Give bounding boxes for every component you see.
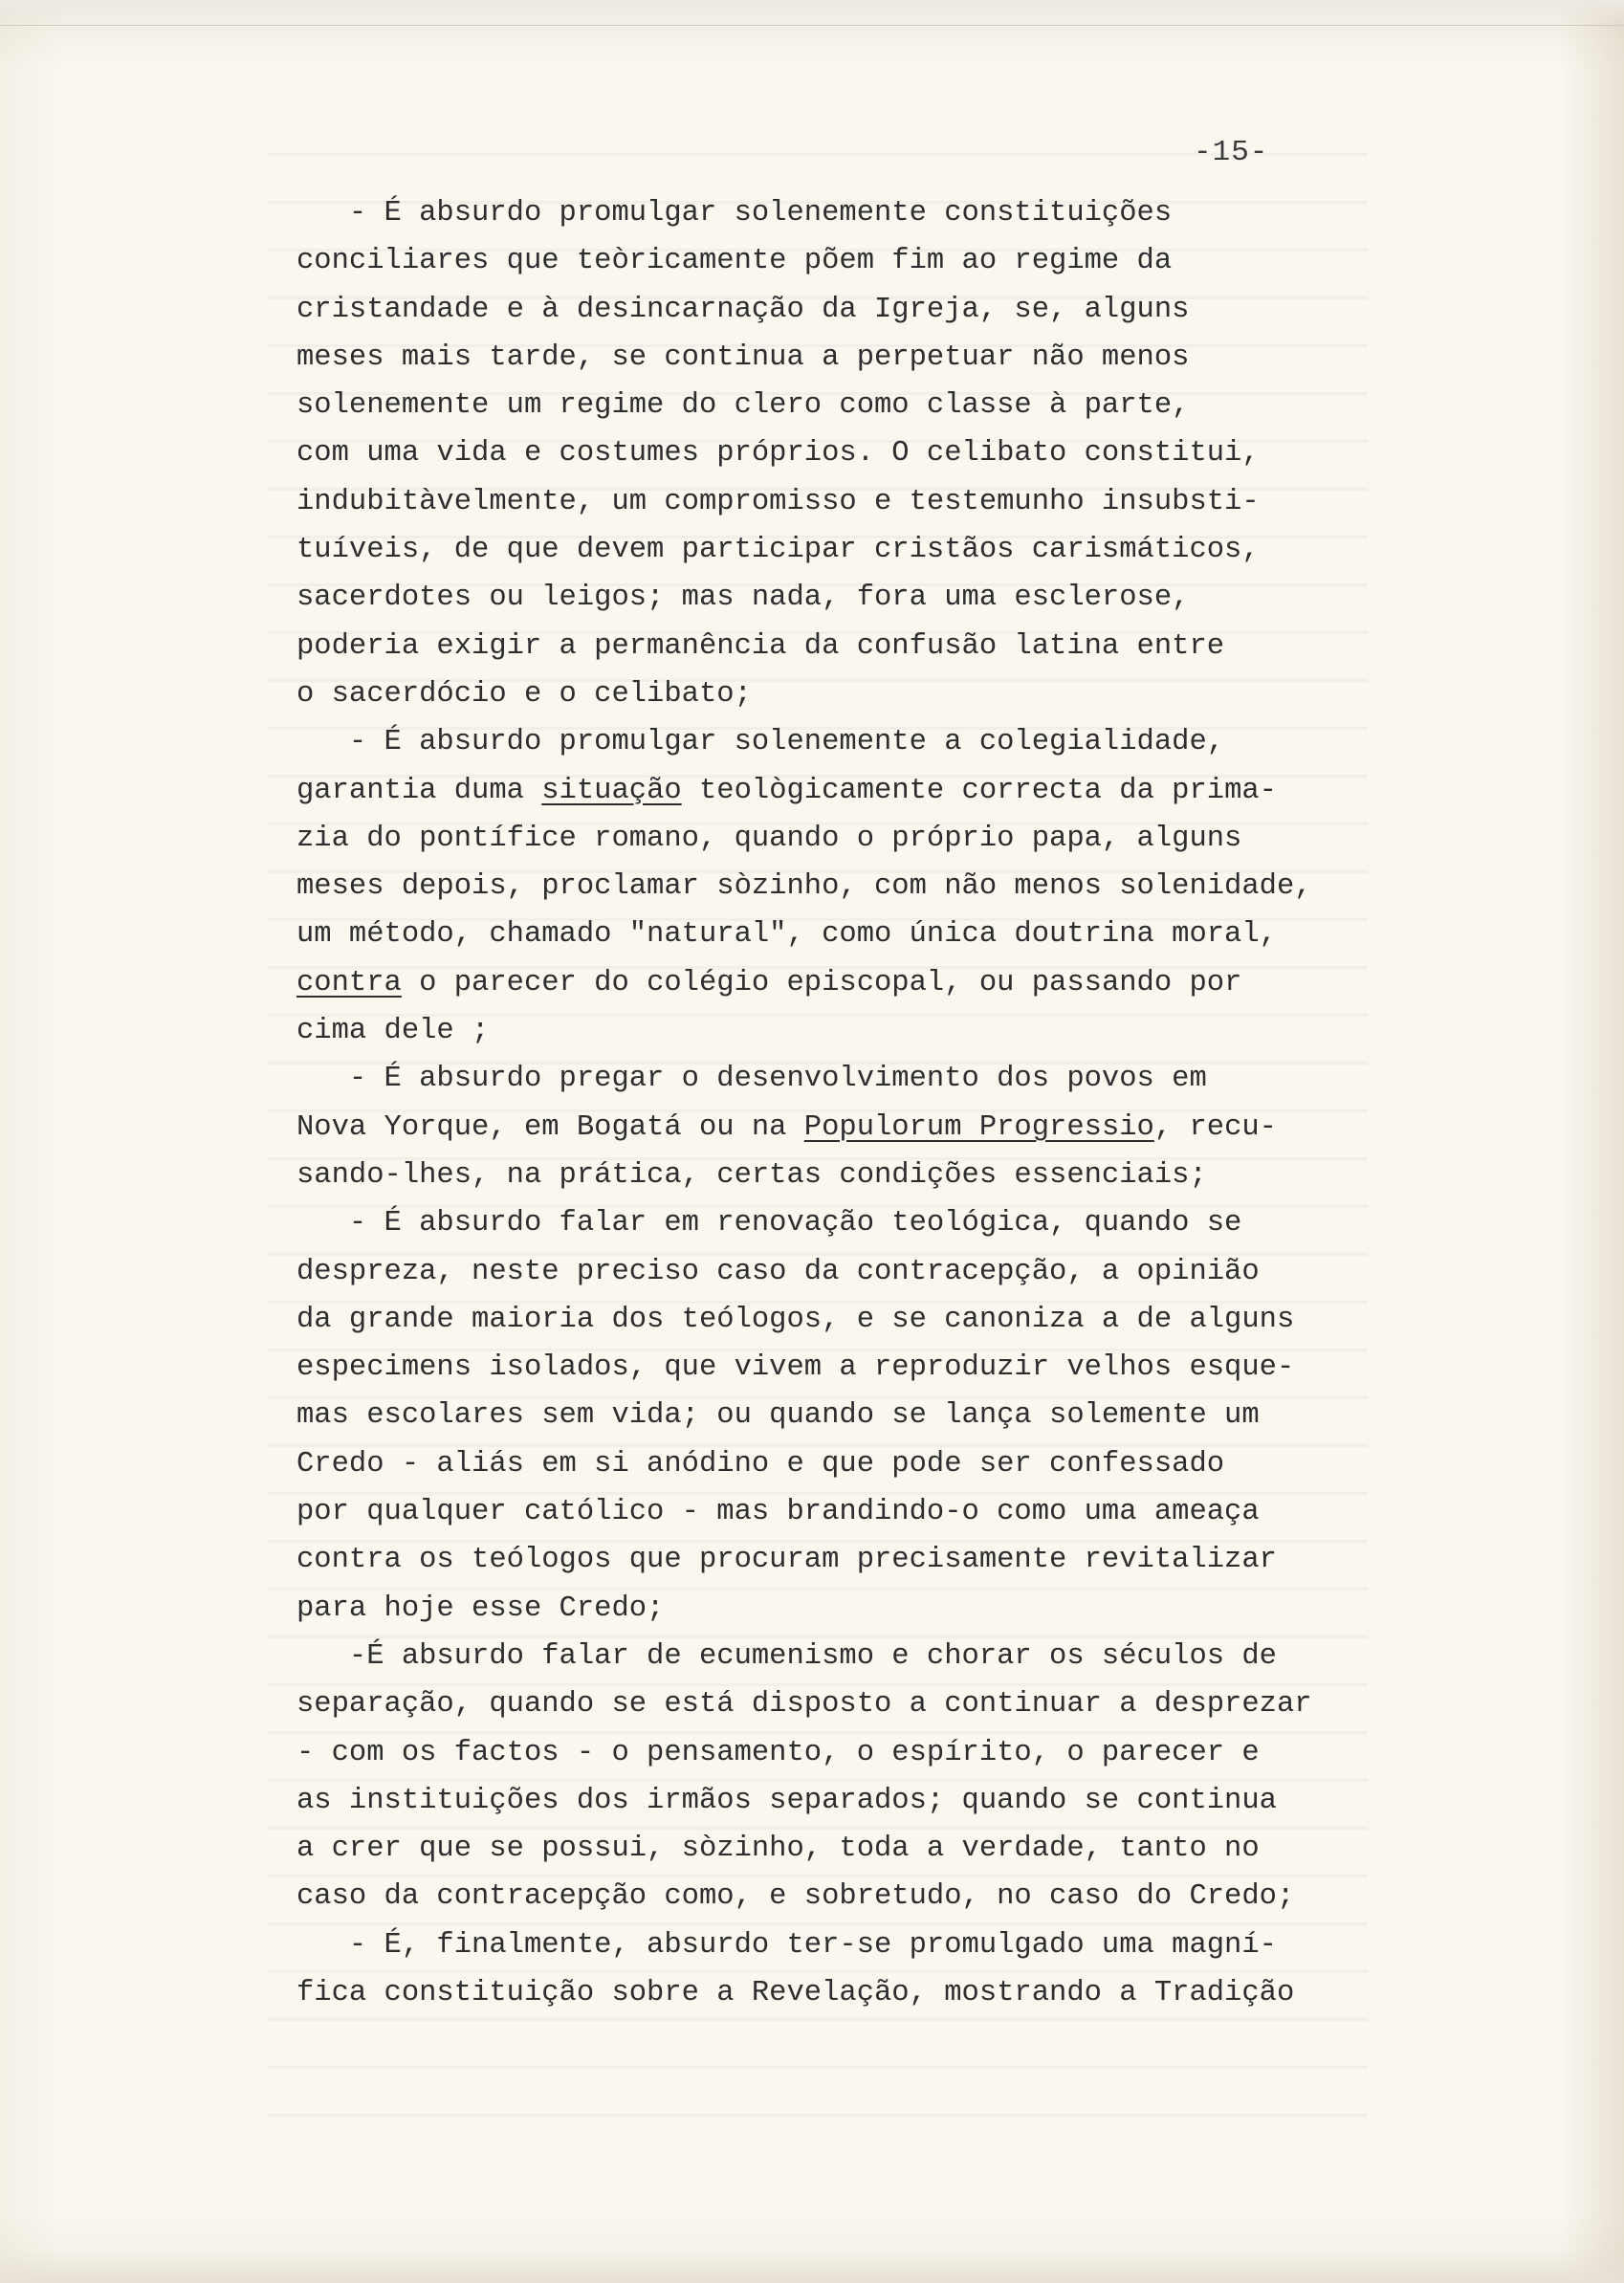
text-segment: separação, quando se está disposto a continuar a desprezar [296,1688,1312,1722]
text-segment: caso da contracepção como, e sobretudo, no caso do Credo; [296,1880,1295,1914]
text-segment: fica constituição sobre a Revelação, mostrando a Tradição [296,1976,1295,2009]
text-segment: meses mais tarde, se continua a perpetuar não menos [296,340,1190,374]
text-segment: as instituições dos irmãos separados; quando se continua [296,1784,1277,1817]
text-segment: conciliares que teòricamente põem fim ao regime da [296,245,1173,278]
text-segment: - É absurdo falar em renovação teológica, quando se [296,1207,1242,1240]
text-line [296,959,1530,1007]
text-line [296,1007,1530,1055]
text-segment: especimens isolados, que vivem a reproduzir velhos esque- [296,1351,1295,1385]
text-line [296,478,1530,526]
underlined-text: Populorum Progressio [803,1110,1154,1144]
text-line [296,1344,1530,1392]
text-line [296,718,1530,766]
text-line [296,526,1530,574]
text-line [296,1248,1530,1296]
text-line [296,429,1530,477]
text-segment: da grande maioria dos teólogos, e se canoniza a de alguns [296,1303,1295,1336]
text-line [296,1296,1530,1344]
text-segment: - É, finalmente, absurdo ter-se promulgado uma magní- [296,1928,1277,1962]
text-line [296,1873,1530,1921]
body-text [296,189,1530,2017]
text-line [296,1104,1530,1152]
text-line [296,863,1530,911]
text-segment: - com os factos - o pensamento, o espírito, o parecer e [296,1736,1260,1769]
text-line [296,1585,1530,1633]
text-segment: sando-lhes, na prática, certas condições essenciais; [296,1158,1207,1192]
text-line [296,1440,1530,1488]
text-segment: para hoje esse Credo; [296,1592,665,1625]
text-line [296,1152,1530,1199]
text-line [296,1633,1530,1680]
text-segment: garantia duma [296,774,542,807]
text-line [296,1969,1530,2017]
text-line [296,1680,1530,1728]
text-segment: com uma vida e costumes próprios. O celibato constitui, [296,437,1260,471]
text-segment: por qualquer católico - mas brandindo-o como uma ameaça [296,1496,1260,1529]
text-line [296,815,1530,863]
text-segment: - É absurdo promulgar solenemente a colegialidade, [296,726,1225,759]
text-line [296,911,1530,958]
text-segment: um método, chamado "natural", como única doutrina moral, [296,918,1277,952]
text-segment: cristandade e à desincarnação da Igreja, se, alguns [296,293,1190,326]
text-line [296,1055,1530,1103]
text-segment: -É absurdo falar de ecumenismo e chorar os séculos de [296,1639,1277,1673]
text-line [296,1392,1530,1439]
text-line [296,334,1530,382]
paper-bottom-edge [0,2252,1624,2283]
text-segment: teològicamente correcta da prima- [681,774,1277,807]
text-line [296,382,1530,429]
text-segment: o sacerdócio e o celibato; [296,677,752,711]
text-segment: contra os teólogos que procuram precisamente revitalizar [296,1544,1277,1577]
text-line [296,767,1530,815]
text-segment: , recu- [1153,1110,1277,1144]
text-segment: mas escolares sem vida; ou quando se lança solemente um [296,1399,1260,1433]
text-segment: zia do pontífice romano, quando o próprio papa, alguns [296,822,1242,855]
text-line [296,1921,1530,1969]
text-line [296,1488,1530,1536]
text-line [296,1777,1530,1825]
text-segment: a crer que se possui, sòzinho, toda a verdade, tanto no [296,1833,1260,1866]
text-segment: despreza, neste preciso caso da contracepção, a opinião [296,1255,1260,1288]
text-line [296,286,1530,334]
text-segment: tuíveis, de que devem participar cristãos carismáticos, [296,534,1260,567]
text-segment: meses depois, proclamar sòzinho, com não menos solenidade, [296,870,1312,904]
text-line [296,237,1530,285]
text-line [296,189,1530,237]
text-segment: sacerdotes ou leigos; mas nada, fora uma esclerose, [296,582,1190,615]
text-segment: indubitàvelmente, um compromisso e testemunho insubsti- [296,485,1260,518]
text-line [296,1199,1530,1247]
text-line [296,670,1530,718]
underlined-text: contra [296,966,402,999]
text-segment: poderia exigir a permanência da confusão latina entre [296,629,1225,663]
text-line [296,574,1530,622]
text-segment: Nova Yorque, em Bogatá ou na [296,1110,804,1144]
text-segment: Credo - aliás em si anódino e que pode ser confessado [296,1447,1225,1481]
underlined-text: situação [541,774,682,807]
text-line [296,623,1530,670]
text-segment: - É absurdo pregar o desenvolvimento dos povos em [296,1063,1207,1096]
text-segment: - É absurdo promulgar solenemente constituições [296,197,1173,230]
page-number: -15- [1194,136,1269,169]
paper-top-edge [0,0,1624,26]
text-segment: solenemente um regime do clero como classe à parte, [296,389,1190,423]
text-line [296,1729,1530,1777]
text-line [296,1536,1530,1584]
text-segment: cima dele ; [296,1015,490,1048]
text-line [296,1825,1530,1873]
text-segment: o parecer do colégio episcopal, ou passando por [401,966,1242,999]
